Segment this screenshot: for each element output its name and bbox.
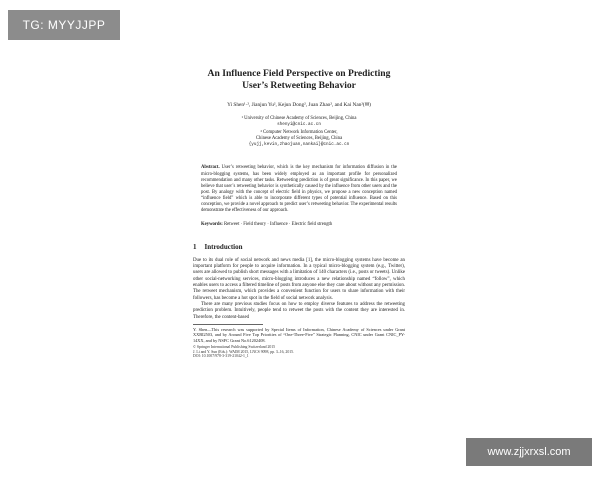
abstract bbox=[201, 165, 397, 213]
footnote-rule bbox=[193, 324, 263, 325]
body-text bbox=[193, 258, 405, 321]
citation-line: J. Li and Y. Sun (Eds.): WAIM 2015, LNCS 9098, pp. 3–16, 2015. bbox=[193, 349, 294, 354]
email-2: {yujj,kevin,zhaojuan,nankai}@cnic.ac.cn bbox=[248, 142, 350, 148]
watermark-bottom-right: www.zjjxrxsl.com bbox=[466, 438, 592, 466]
title-line-2: User’s Retweeting Behavior bbox=[242, 79, 356, 91]
keywords-label: Keywords: bbox=[201, 221, 223, 227]
paper-page bbox=[193, 68, 405, 359]
author-list: Yi Shen¹·², Jianjun Yu², Kejun Dong², Juan Zhao², and Kai Nan²(✉) bbox=[227, 102, 371, 108]
section-number: 1 bbox=[193, 242, 197, 251]
doi-line: DOI: 10.1007/978-3-319-21042-1_1 bbox=[193, 354, 249, 359]
affiliation-2: ² Computer Network Information Center, bbox=[260, 130, 338, 136]
publication-info bbox=[193, 345, 405, 359]
email-1: shenyi@cnic.ac.cn bbox=[277, 122, 321, 128]
paragraph-2: There are many previous studies focus on how to employ diverse features to address the retweeting prediction problem. Intuitively, people tend to retweet the posts with the content they are interested in. Therefore, the content-based bbox=[193, 301, 405, 320]
section-title: Introduction bbox=[204, 242, 243, 251]
watermark-top-left: TG: MYYJJPP bbox=[8, 10, 120, 40]
section-heading bbox=[193, 243, 405, 251]
footnote: Y. Shen—This research was supported by Special Items of Information, Chinese Academy of Sciences under Grant XXBI2503, and by Around Five Top Priorities of “One-Three-Five” Strategic Planning, CNIC under Grant CNIC_PY-14XX, and by NSFC Grant No.61202408. bbox=[193, 326, 405, 343]
title-line-1: An Influence Field Perspective on Predicting bbox=[207, 68, 391, 79]
affiliation-1: ¹ University of Chinese Academy of Sciences, Beijing, China bbox=[241, 116, 357, 121]
abstract-label: Abstract. bbox=[201, 165, 220, 171]
keywords-text: Retweet · Field theory · Influence · Electric field strength bbox=[224, 221, 333, 227]
paper-title bbox=[193, 68, 405, 91]
affiliations bbox=[193, 116, 405, 148]
abstract-text: User’s retweeting behavior, which is the key mechanism for information diffusion in the micro-blogging systems, has been widely employed as an important profile for personalized recommendation and many other tasks. Retweeting prediction is of great significance. In this paper, we believe that user’s retweeting behavior is synthetically caused by the influence from other users and the post. By analogy with the concept of electric field in physics, we propose a new conception named “influence field” which is able to incorporate different types of potential influence. Based on this conception, we provide a novel approach to predict user’s retweeting behavior. The experimental results demonstrate the effectiveness of our approach. bbox=[201, 165, 398, 213]
keywords bbox=[201, 222, 397, 228]
paragraph-1: Due to its dual role of social network and news media [1], the micro-blogging systems have become an important platform for people to acquire information. In a typical micro-blogging system (e.g., Twitter), users are allowed to publish short messages with a limitation of 140 characters (i.e., posts or tweets). Unlike other social-networking services, micro-blogging introduces a new relationship named “follow”, which enables users to access a filtered timeline of posts from anyone else they care about without any permission. The retweet mechanism, which provides a convenient function for users to share information with their followers, has become a hot spot in the field of social network analysis. bbox=[193, 257, 405, 301]
affiliation-2b: Chinese Academy of Sciences, Beijing, China bbox=[255, 136, 343, 142]
copyright-line: © Springer International Publishing Switzerland 2015 bbox=[193, 345, 276, 350]
